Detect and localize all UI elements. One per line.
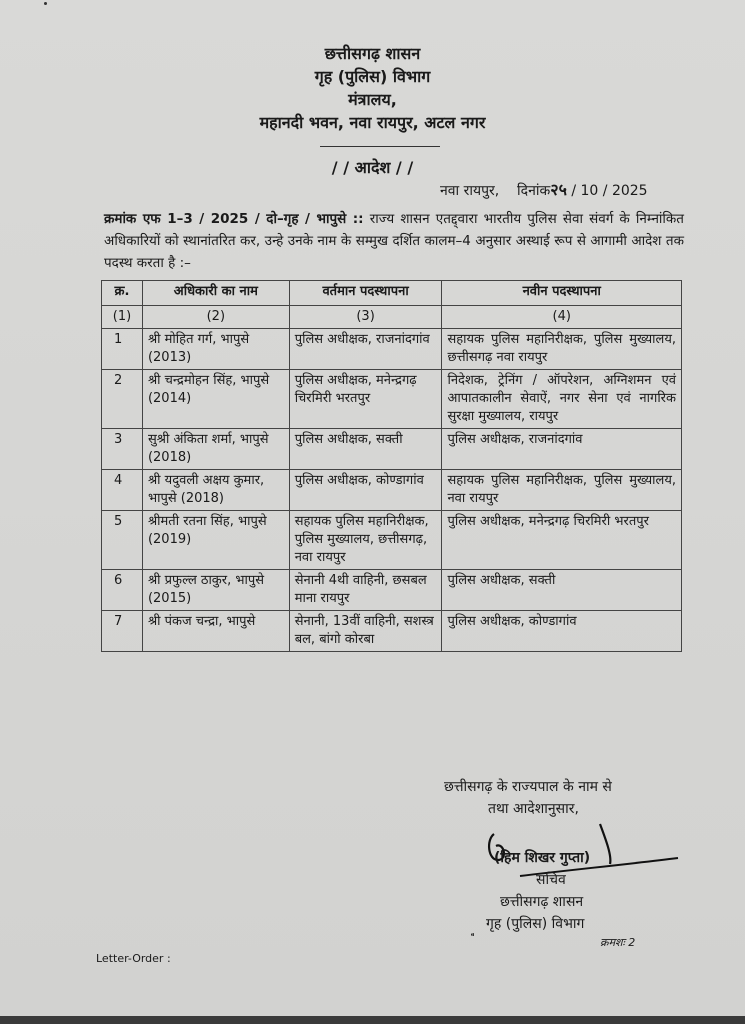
authority-line-2: तथा आदेशानुसार,: [488, 801, 579, 817]
date-day: २५: [550, 180, 567, 199]
row-serial: 6: [102, 570, 143, 611]
row-current: सहायक पुलिस महानिरीक्षक, पुलिस मुख्यालय, छत्तीसगढ़, नवा रायपुर: [289, 511, 442, 570]
table-index-row: [102, 306, 682, 329]
transfer-table: [101, 280, 682, 652]
index-cell: (3): [289, 306, 442, 329]
row-serial: 3: [102, 429, 143, 470]
row-officer: श्री चन्द्रमोहन सिंह, भापुसे (2014): [142, 370, 289, 429]
row-current: पुलिस अधीक्षक, कोण्डागांव: [289, 470, 442, 511]
table-row: [102, 511, 682, 570]
order-text: राज्य शासन एतद्द्वारा भारतीय पुलिस सेवा संवर्ग के निम्नांकित अधिकारियों को स्थानांतरित कर, उन्हे उनके नाम के सम्मुख दर्शित कालम–4 अनुसार अस्थाई रूप से आगामी आदेश तक पदस्थ करता है :–: [104, 211, 684, 271]
authority-line: [444, 776, 612, 820]
table-header-row: [102, 281, 682, 306]
signatory-government: छत्तीसगढ़ शासन: [500, 894, 584, 910]
row-new: निदेशक, ट्रेनिंग / ऑपरेशन, अग्निशमन एवं आपातकालीन सेवाऐं, नगर सेना एवं नागरिक सुरक्षा मुख्यालय, रायपुर: [442, 370, 682, 429]
row-officer: श्री मोहित गर्ग, भापुसे (2013): [142, 329, 289, 370]
row-current: पुलिस अधीक्षक, मनेन्द्रगढ़ चिरमिरी भरतपुर: [289, 370, 442, 429]
margin-mark-icon: ⁌: [470, 930, 475, 941]
header-divider: [320, 146, 440, 147]
row-serial: 5: [102, 511, 143, 570]
index-cell: (2): [142, 306, 289, 329]
signatory-department: गृह (पुलिस) विभाग: [486, 916, 585, 932]
index-cell: (4): [442, 306, 682, 329]
table-row: [102, 429, 682, 470]
continued-note: क्रमशः 2: [600, 936, 636, 949]
table-row: [102, 370, 682, 429]
row-new: पुलिस अधीक्षक, कोण्डागांव: [442, 611, 682, 652]
row-officer: श्रीमती रतना सिंह, भापुसे (2019): [142, 511, 289, 570]
row-officer: श्री यदुवली अक्षय कुमार, भापुसे (2018): [142, 470, 289, 511]
order-title: / / आदेश / /: [331, 158, 414, 177]
row-new: सहायक पुलिस महानिरीक्षक, पुलिस मुख्यालय, छत्तीसगढ़ नवा रायपुर: [442, 329, 682, 370]
table-row: [102, 470, 682, 511]
row-current: पुलिस अधीक्षक, सक्ती: [289, 429, 442, 470]
date-place: नवा रायपुर,: [440, 183, 500, 199]
row-serial: 2: [102, 370, 143, 429]
header-government: छत्तीसगढ़ शासन: [324, 44, 421, 63]
header-new-posting: नवीन पदस्थापना: [442, 281, 682, 306]
date-line: [440, 178, 648, 200]
row-new: पुलिस अधीक्षक, मनेन्द्रगढ़ चिरमिरी भरतपुर: [442, 511, 682, 570]
order-paragraph: [104, 208, 684, 274]
row-officer: श्री प्रफुल्ल ठाकुर, भापुसे (2015): [142, 570, 289, 611]
header-address: महानदी भवन, नवा रायपुर, अटल नगर: [259, 113, 486, 132]
header-serial: क्र.: [102, 281, 143, 306]
signatory-name: (हिम शिखर गुप्ता): [494, 850, 591, 866]
signatory-designation: सचिव: [536, 872, 566, 888]
table-row: [102, 329, 682, 370]
row-serial: 4: [102, 470, 143, 511]
row-serial: 7: [102, 611, 143, 652]
order-reference: क्रमांक एफ 1–3 / 2025 / दो–गृह / भापुसे ::: [104, 211, 364, 227]
header-current-posting: वर्तमान पदस्थापना: [289, 281, 442, 306]
date-label: दिनांक: [517, 183, 551, 199]
row-current: पुलिस अधीक्षक, राजनांदगांव: [289, 329, 442, 370]
index-cell: (1): [102, 306, 143, 329]
letterhead: [0, 42, 745, 134]
letter-order-label: Letter-Order :: [96, 952, 171, 965]
row-new: पुलिस अधीक्षक, सक्ती: [442, 570, 682, 611]
row-serial: 1: [102, 329, 143, 370]
row-new: पुलिस अधीक्षक, राजनांदगांव: [442, 429, 682, 470]
header-department: गृह (पुलिस) विभाग: [314, 67, 431, 86]
row-officer: श्री पंकज चन्द्रा, भापुसे: [142, 611, 289, 652]
table-row: [102, 611, 682, 652]
row-current: सेनानी 4थी वाहिनी, छसबल माना रायपुर: [289, 570, 442, 611]
row-new: सहायक पुलिस महानिरीक्षक, पुलिस मुख्यालय, नवा रायपुर: [442, 470, 682, 511]
row-officer: सुश्री अंकिता शर्मा, भापुसे (2018): [142, 429, 289, 470]
authority-line-1: छत्तीसगढ़ के राज्यपाल के नाम से: [444, 779, 612, 795]
header-ministry: मंत्रालय,: [348, 90, 397, 109]
date-month-year: / 10 / 2025: [566, 183, 648, 199]
speck: [44, 2, 47, 5]
row-current: सेनानी, 13वीं वाहिनी, सशस्त्र बल, बांगो कोरबा: [289, 611, 442, 652]
header-officer-name: अधिकारी का नाम: [142, 281, 289, 306]
table-row: [102, 570, 682, 611]
bottom-edge: [0, 1016, 745, 1024]
